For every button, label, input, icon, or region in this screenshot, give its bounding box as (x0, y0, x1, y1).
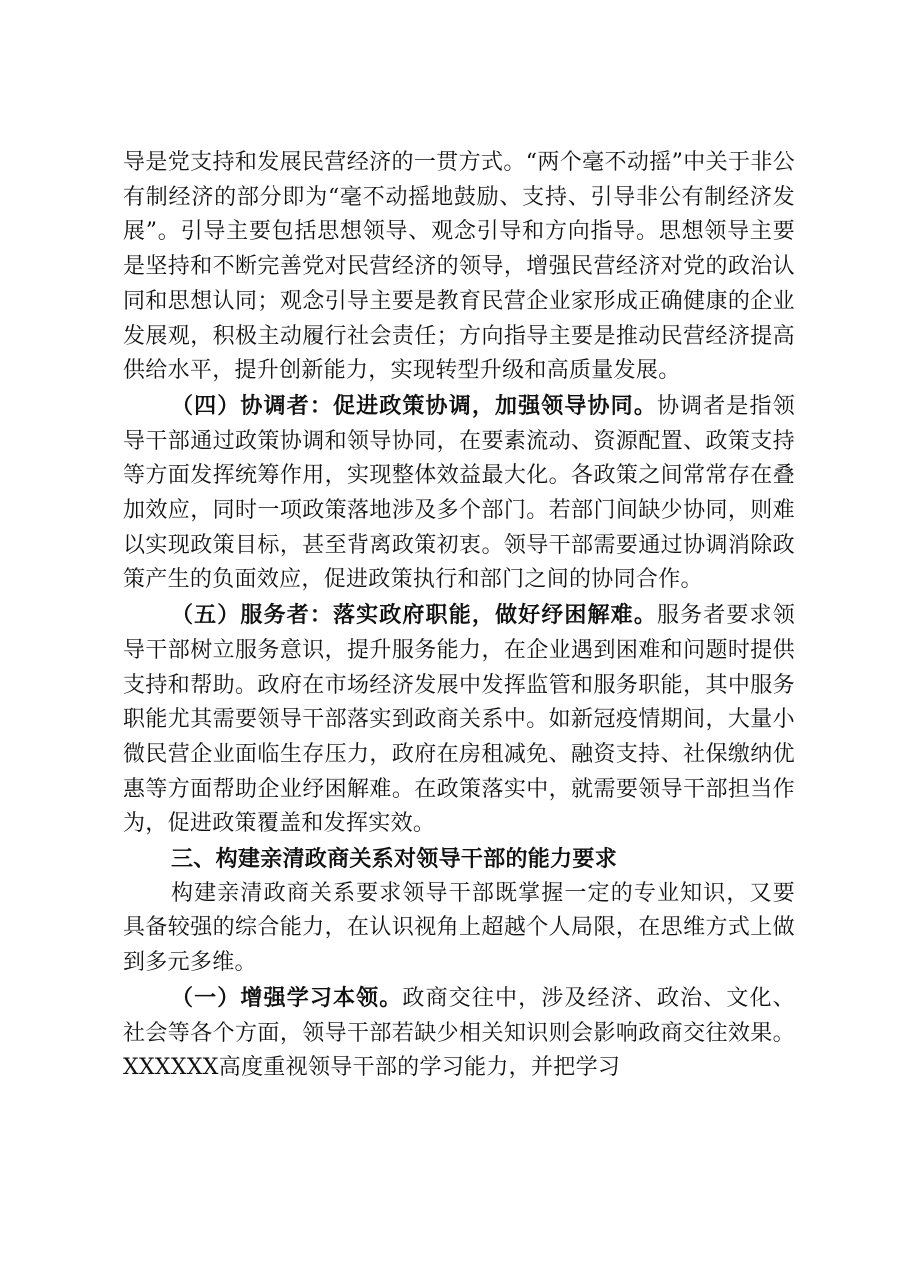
paragraph-coordinator (123, 389, 795, 598)
paragraph-text: 政商交往中，涉及经济、政治、文化、社会等各个方面，领导干部若缺少相关知识则会影响政商交往效果。XXXXXX高度重视领导干部的学习能力，并把学习 (123, 985, 795, 1081)
paragraph-servant (123, 598, 795, 842)
paragraph-lead: （五）服务者：落实政府职能，做好纾困解难。 (171, 602, 657, 629)
section-heading: 三、构建亲清政商关系对领导干部的能力要求 (171, 846, 618, 873)
paragraph-lead: （一）增强学习本领。 (171, 984, 403, 1011)
paragraph-text: 协调者是指领导干部通过政策协调和领导协同，在要素流动、资源配置、政策支持等方面发挥统筹作用，实现整体效益最大化。各政策之间常常存在叠加效应，同时一项政策落地涉及多个部门。若部门间缺少协同，则难以实现政策目标，甚至背离政策初衷。领导干部需要通过协调消除政策产生的负面效应，促进政策执行和部门之间的协同合作。 (123, 393, 795, 593)
paragraph-continued (123, 146, 795, 389)
paragraph-text: 服务者要求领导干部树立服务意识，提升服务能力，在企业遇到困难和问题时提供支持和帮助。政府在市场经济发展中发挥监管和服务职能，其中服务职能尤其需要领导干部落实到政商关系中。如新冠疫情期间，大量小微民营企业面临生存压力，政府在房租减免、融资支持、社保缴纳优惠等方面帮助企业纾困解难。在政策落实中，就需要领导干部担当作为，促进政策覆盖和发挥实效。 (123, 603, 795, 837)
paragraph-intro: 构建亲清政商关系要求领导干部既掌握一定的专业知识，又要具备较强的综合能力，在认识视角上超越个人局限，在思维方式上做到多元多维。 (123, 880, 795, 976)
paragraph-learning (123, 981, 795, 1086)
paragraph-lead: （四）协调者：促进政策协调，加强领导协同。 (171, 392, 657, 419)
paragraph-text: 导是党支持和发展民营经济的一贯方式。“两个毫不动摇”中关于非公有制经济的部分即为“毫不动摇地鼓励、支持、引导非公有制经济发展”。引导主要包括思想领导、观念引导和方向指导。思想领导主要是坚持和不断完善党对民营经济的领导，增强民营经济对党的政治认同和思想认同；观念引导主要是教育民营企业家形成正确健康的企业发展观，积极主动履行社会责任；方向指导主要是推动民营经济提高供给水平，提升创新能力，实现转型升级和高质量发展。 (123, 150, 795, 384)
document-body (123, 146, 795, 1086)
